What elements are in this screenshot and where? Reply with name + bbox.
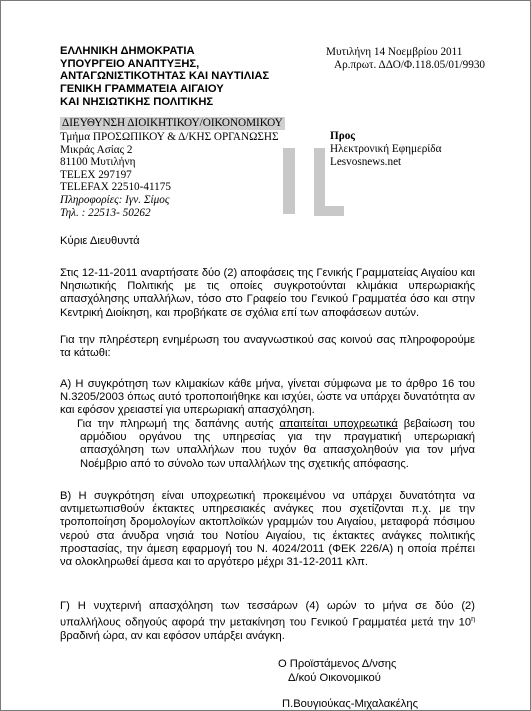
- telefax: TELEFAX 22510-41175: [60, 181, 171, 194]
- point-a-underlined: απαιτείται υποχρεωτικά: [279, 418, 398, 430]
- point-g: [60, 600, 475, 643]
- redaction-bar: [283, 148, 295, 214]
- signature-name: Π.Βουγιούκας-Μιχαλακέλης: [282, 698, 418, 710]
- address-street: Μικράς Ασίας 2: [60, 143, 133, 156]
- telex: TELEX 297197: [60, 168, 132, 181]
- letterhead-line: ΥΠΟΥΡΓΕΙΟ ΑΝΑΠΤΥΞΗΣ,: [60, 57, 200, 70]
- point-b: Β) Η συγκρότηση είναι υποχρεωτική προκειμένου να υπάρχει δυνατότητα να αντιμετωπισθούν έκτακτες υπηρεσιακές ανάγκες που σχετίζονται π.χ. με την τροποποίηση δρομολογίων ακτοπλοϊκών γραμμών του Αιγαίου, μεταφορά πόσιμου νερού στα άνυδρα νησιά του Νοτίου Αιγαίου, τις έκτακτες ανάγκες πολιτικής προστασίας, την άμεση εφαρμογή του Ν. 4024/2011 (ΦΕΚ 226/Α) η οποία πρέπει να ολοκληρωθεί άμεσα και το αργότερο μέχρι 31-12-2011 κλπ.: [60, 490, 475, 569]
- address-city: 81100 Μυτιλήνη: [60, 156, 136, 169]
- signature-title-1: Ο Προϊστάμενος Δ/νσης: [278, 658, 397, 670]
- letterhead-line: ΕΛΛΗΝΙΚΗ ΔΗΜΟΚΡΑΤΙΑ: [60, 45, 195, 57]
- letterhead: [60, 45, 269, 109]
- recipient-name: Ηλεκτρονική Εφημερίδα: [330, 143, 442, 155]
- contact-block: [60, 131, 279, 219]
- meta-block: [326, 46, 485, 72]
- point-g-text: Γ) Η νυχτερινή απασχόληση των τεσσάρων (4) ωρών το μήνα σε δύο (2) υπαλλήλους οδηγούς αφορά την μετακίνηση του Γενικού Γραμματέα μετά την 10: [60, 600, 475, 629]
- directorate-highlight: ΔΙΕΥΘΥΝΣΗ ΔΙΟΙΚΗΤΙΚΟΥ/ΟΙΚΟΝΟΜΙΚΟΥ: [62, 117, 283, 129]
- salutation: Κύριε Διευθυντά: [60, 235, 140, 247]
- recipient-label: Προς: [330, 130, 356, 142]
- point-a-text: βεβαίωση του αρμόδιου οργάνου της υπηρεσίας για την πραγματική υπερωριακή απασχόληση των υπαλλήλων που τυχόν θα απασχοληθούν για τον μήνα Νοέμβριο από το σύνολο των υπαλλήλων της σχετικής απόφασης.: [80, 418, 475, 470]
- info-contact: Πληροφορίες: Ιγν. Σίμος: [60, 193, 170, 206]
- redaction-bar: [314, 206, 344, 216]
- letterhead-line: ΚΑΙ ΝΗΣΙΩΤΙΚΗΣ ΠΟΛΙΤΙΚΗΣ: [60, 95, 214, 108]
- recipient-block: [330, 130, 441, 169]
- phone: Τηλ. : 22513- 50262: [60, 206, 151, 219]
- letterhead-line: ΓΕΝΙΚΗ ΓΡΑΜΜΑΤΕΙΑ ΑΙΓΑΙΟΥ: [60, 83, 224, 96]
- point-a-text: Για την πληρωμή της δαπάνης αυτής: [77, 418, 280, 430]
- signature-title-2: Δ/κού Οικονομικού: [288, 672, 381, 684]
- department: Τμήμα ΠΡΟΣΩΠΙΚΟΥ & Δ/ΚΗΣ ΟΡΓΑΝΩΣΗΣ: [60, 131, 279, 143]
- point-g-text: βραδινή ώρα, αν και εφόσον υπάρξει ανάγκη.: [60, 630, 285, 643]
- intro-paragraph: Στις 12-11-2011 αναρτήσατε δύο (2) αποφάσεις της Γενικής Γραμματείας Αιγαίου και Νησιωτικής Πολιτικής με τις οποίες συγκροτούνται κλιμάκια υπερωριακής απασχόλησης υπαλλήλων, τόσο στο Γραφείο του Γενικού Γραμματέα όσο και στην Κεντρική Διοίκηση, και προβήκατε σε σχόλια επί των αποφάσεων αυτών.: [60, 267, 475, 319]
- point-a-payment: [77, 418, 475, 471]
- letterhead-line: ΑΝΤΑΓΩΝΙΣΤΙΚΟΤΗΤΑΣ ΚΑΙ ΝΑΥΤΙΛΙΑΣ: [60, 70, 270, 83]
- protocol-number: Αρ.πρωτ. ΔΔΟ/Φ.118.05/01/9930: [334, 58, 486, 71]
- recipient-site: Lesvosnews.net: [330, 156, 402, 168]
- point-g-sup: η: [471, 616, 475, 624]
- point-a: Α) Η συγκρότηση των κλιμακίων κάθε μήνα, γίνεται σύμφωνα με το άρθρο 16 του Ν.3205/2003 όπως αυτό τροποποιήθηκε και ισχύει, ώστε να υπάρχει δυνατότητα αν και εφόσον χρειαστεί για υπερωριακή απασχόληση.: [60, 378, 475, 417]
- document-date: Μυτιλήνη 14 Νοεμβρίου 2011: [326, 46, 463, 58]
- intro-paragraph-2: Για την πληρέστερη ενημέρωση του αναγνωστικού σας κοινού σας πληροφορούμε τα κάτωθι:: [60, 334, 475, 360]
